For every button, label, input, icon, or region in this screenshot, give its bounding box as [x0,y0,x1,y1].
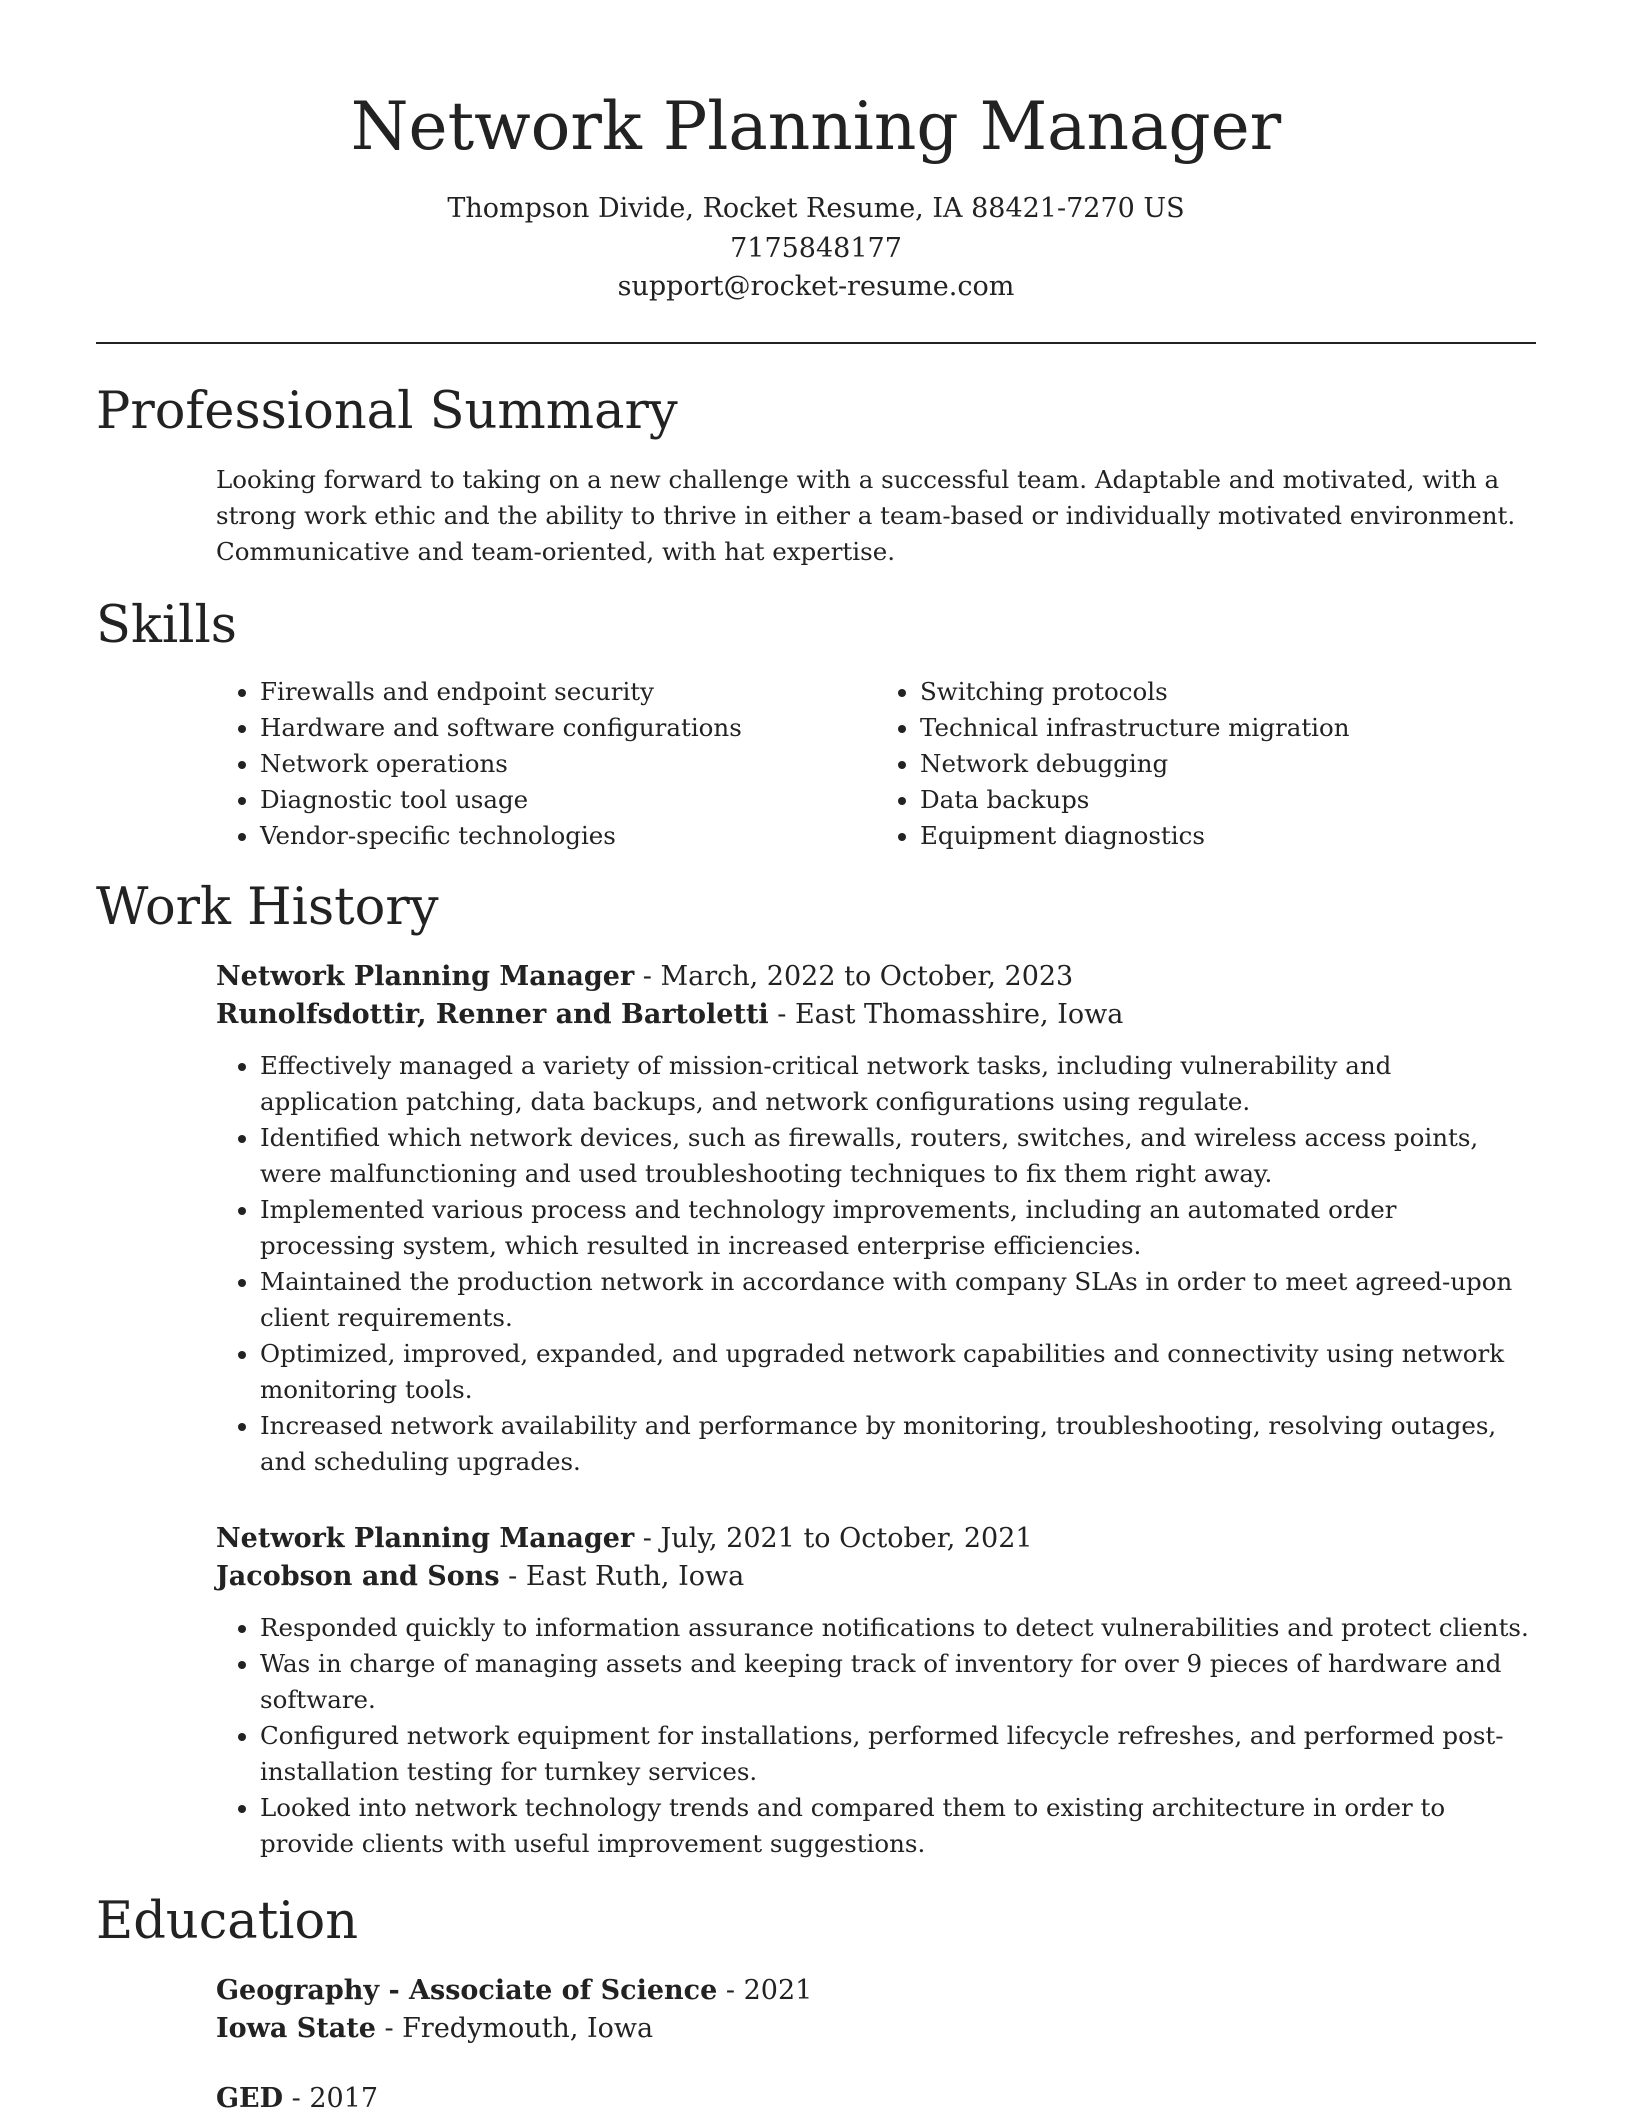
skill-item: • Vendor-specific technologies [260,818,876,854]
job-bullet: • Increased network availability and performance by monitoring, troubleshooting, resolving outages, and scheduling upgrades. [260,1408,1536,1480]
education-location: - Fredymouth, Iowa [375,2013,654,2044]
skill-item: • Hardware and software configurations [260,710,876,746]
job-role: Network Planning Manager [216,1523,635,1554]
contact-phone: 7175848177 [730,233,902,264]
skill-item: • Network operations [260,746,876,782]
job-location: - East Thomasshire, Iowa [768,999,1124,1030]
skill-item: • Network debugging [920,746,1536,782]
skills-column-right [876,674,1536,854]
contact-email: support@rocket-resume.com [617,271,1015,302]
job-company-line [216,996,1536,1034]
job-dates: - March, 2022 to October, 2023 [634,961,1074,992]
summary-heading: Professional Summary [96,382,678,441]
education-school: Iowa State [216,2013,376,2044]
job-bullets [216,1610,1536,1862]
job-bullet: • Effectively managed a variety of mission-critical network tasks, including vulnerability and application patching, data backups, and network configurations using regulate. [260,1048,1536,1120]
education-degree: Geography - Associate of Science [216,1975,718,2006]
education-entry [216,1972,1536,2048]
education-degree: GED [216,2083,284,2114]
job-title-line [216,958,1536,996]
education-degree-line [216,2080,1536,2118]
job-entry [216,958,1536,1480]
job-location: - East Ruth, Iowa [499,1561,745,1592]
job-title-line [216,1520,1536,1558]
skill-item: • Switching protocols [920,674,1536,710]
job-bullet: • Responded quickly to information assurance notifications to detect vulnerabilities and protect clients. [260,1610,1536,1646]
skill-item: • Diagnostic tool usage [260,782,876,818]
education-year: - 2021 [717,1975,813,2006]
job-bullet: • Was in charge of managing assets and keeping track of inventory for over 9 pieces of hardware and software. [260,1646,1536,1718]
job-role: Network Planning Manager [216,961,635,992]
skill-item: • Technical infrastructure migration [920,710,1536,746]
work-heading: Work History [96,878,439,937]
skill-item: • Equipment diagnostics [920,818,1536,854]
job-bullet: • Optimized, improved, expanded, and upgraded network capabilities and connectivity using network monitoring tools. [260,1336,1536,1408]
header-divider [96,342,1536,344]
job-bullet: • Configured network equipment for installations, performed lifecycle refreshes, and performed post-installation testing for turnkey services. [260,1718,1536,1790]
education-school-line [216,2010,1536,2048]
summary-text: Looking forward to taking on a new challenge with a successful team. Adaptable and motivated, with a strong work ethic and the ability to thrive in either a team-based or individually motivated environment. Communicative and team-oriented, with hat expertise. [216,465,1516,566]
job-bullet: • Looked into network technology trends and compared them to existing architecture in order to provide clients with useful improvement suggestions. [260,1790,1536,1862]
skills-column-left [216,674,876,854]
job-bullet: • Maintained the production network in accordance with company SLAs in order to meet agreed-upon client requirements. [260,1264,1536,1336]
skills-list [216,674,1536,854]
education-heading: Education [96,1892,359,1951]
job-bullet: • Implemented various process and technology improvements, including an automated order processing system, which resulted in increased enterprise efficiencies. [260,1192,1536,1264]
job-company-line [216,1558,1536,1596]
skill-item: • Data backups [920,782,1536,818]
education-degree-line [216,1972,1536,2010]
job-entry [216,1520,1536,1862]
job-company: Runolfsdottir, Renner and Bartoletti [216,999,769,1030]
skills-heading: Skills [96,596,237,655]
contact-address: Thompson Divide, Rocket Resume, IA 88421-7270 US [447,193,1185,224]
job-company: Jacobson and Sons [216,1561,500,1592]
skill-item: • Firewalls and endpoint security [260,674,876,710]
resume-name: Network Planning Manager [350,88,1282,165]
education-entry [216,2080,1536,2118]
education-year: - 2017 [283,2083,379,2114]
job-bullets [216,1048,1536,1480]
job-dates: - July, 2021 to October, 2021 [634,1523,1033,1554]
job-bullet: • Identified which network devices, such as firewalls, routers, switches, and wireless access points, were malfunctioning and used troubleshooting techniques to fix them right away. [260,1120,1536,1192]
